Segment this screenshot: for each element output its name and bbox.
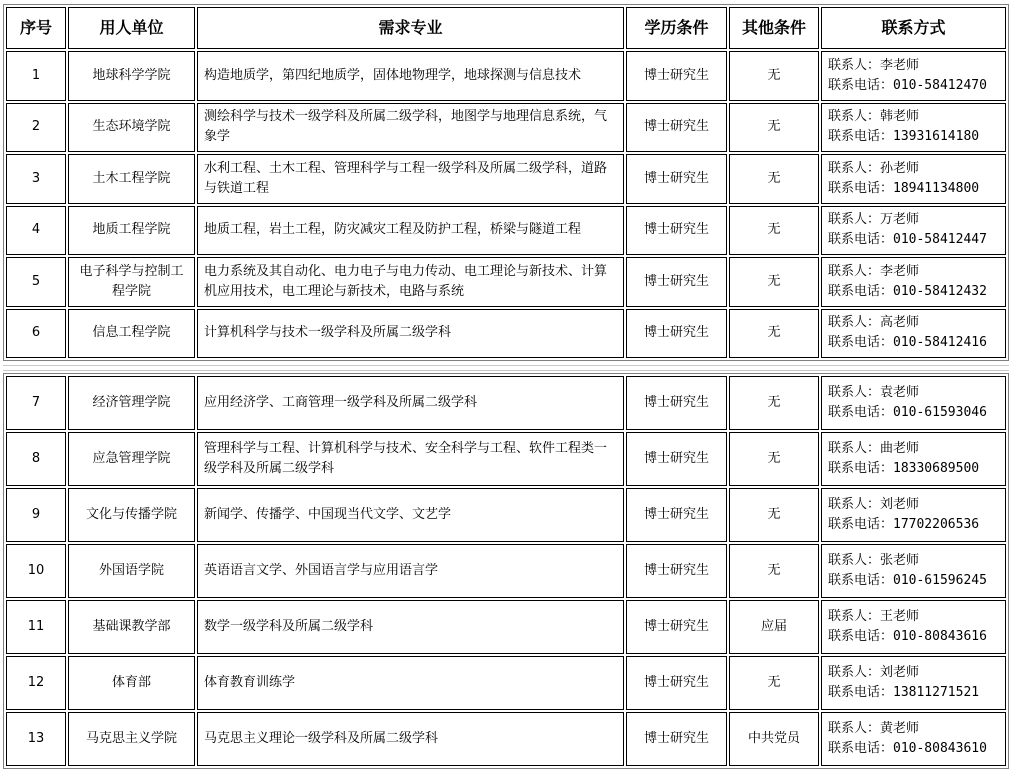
cell-major: 马克思主义理论一级学科及所属二级学科 [197, 712, 624, 766]
cell-unit: 地质工程学院 [68, 206, 195, 255]
contact-person: 联系人：孙老师 [828, 160, 920, 176]
table-divider [3, 365, 1009, 371]
cell-contact [821, 51, 1006, 100]
cell-contact [821, 544, 1006, 598]
table-row [6, 600, 1006, 654]
cell-other: 中共党员 [729, 712, 819, 766]
cell-education: 博士研究生 [626, 206, 727, 255]
cell-unit: 经济管理学院 [68, 376, 195, 430]
cell-contact [821, 488, 1006, 542]
header-education: 学历条件 [626, 7, 727, 49]
header-other: 其他条件 [729, 7, 819, 49]
contact-person: 联系人：王老师 [828, 609, 920, 624]
cell-major: 数学一级学科及所属二级学科 [197, 600, 624, 654]
cell-other: 无 [729, 154, 819, 203]
cell-contact [821, 656, 1006, 710]
table-row [6, 376, 1006, 430]
cell-major: 电力系统及其自动化、电力电子与电力传动、电工理论与新技术、计算机应用技术，电工理论与新技术，电路与系统 [197, 257, 624, 306]
cell-index: 1 [6, 51, 66, 100]
cell-education: 博士研究生 [626, 712, 727, 766]
cell-education: 博士研究生 [626, 544, 727, 598]
cell-unit: 基础课教学部 [68, 600, 195, 654]
contact-phone: 联系电话：17702206536 [828, 517, 980, 532]
header-contact: 联系方式 [821, 7, 1006, 49]
cell-index: 4 [6, 206, 66, 255]
cell-education: 博士研究生 [626, 51, 727, 100]
table-row [6, 432, 1006, 486]
contact-phone: 联系电话：18941134800 [828, 180, 980, 196]
cell-index: 7 [6, 376, 66, 430]
cell-education: 博士研究生 [626, 656, 727, 710]
cell-major: 英语语言文学、外国语言学与应用语言学 [197, 544, 624, 598]
cell-unit: 文化与传播学院 [68, 488, 195, 542]
recruitment-table-part-1 [3, 4, 1009, 361]
contact-phone: 联系电话：010-58412432 [828, 283, 987, 299]
table-row [6, 309, 1006, 359]
contact-phone: 联系电话：010-61596245 [828, 573, 987, 588]
cell-other: 无 [729, 488, 819, 542]
cell-major: 测绘科学与技术一级学科及所属二级学科，地图学与地理信息系统，气象学 [197, 103, 624, 152]
table-row [6, 712, 1006, 766]
cell-other: 无 [729, 656, 819, 710]
contact-person: 联系人：张老师 [828, 553, 920, 568]
contact-person: 联系人：刘老师 [828, 497, 920, 512]
cell-index: 12 [6, 656, 66, 710]
cell-education: 博士研究生 [626, 488, 727, 542]
cell-contact [821, 309, 1006, 359]
cell-education: 博士研究生 [626, 432, 727, 486]
cell-major: 应用经济学、工商管理一级学科及所属二级学科 [197, 376, 624, 430]
cell-education: 博士研究生 [626, 103, 727, 152]
table-row [6, 544, 1006, 598]
cell-major: 地质工程，岩土工程，防灾减灾工程及防护工程，桥梁与隧道工程 [197, 206, 624, 255]
cell-other: 应届 [729, 600, 819, 654]
cell-education: 博士研究生 [626, 600, 727, 654]
cell-other: 无 [729, 309, 819, 359]
cell-index: 10 [6, 544, 66, 598]
header-unit: 用人单位 [68, 7, 195, 49]
cell-contact [821, 154, 1006, 203]
contact-phone: 联系电话：010-58412416 [828, 335, 987, 351]
contact-phone: 联系电话：010-58412447 [828, 232, 987, 248]
cell-other: 无 [729, 257, 819, 306]
cell-contact [821, 432, 1006, 486]
contact-phone: 联系电话：18330689500 [828, 461, 980, 476]
contact-person: 联系人：曲老师 [828, 441, 920, 456]
cell-other: 无 [729, 376, 819, 430]
cell-unit: 马克思主义学院 [68, 712, 195, 766]
cell-other: 无 [729, 206, 819, 255]
contact-phone: 联系电话：010-61593046 [828, 405, 987, 420]
contact-person: 联系人：李老师 [828, 263, 920, 279]
cell-other: 无 [729, 103, 819, 152]
contact-person: 联系人：刘老师 [828, 665, 920, 680]
cell-unit: 外国语学院 [68, 544, 195, 598]
contact-person: 联系人：高老师 [828, 315, 920, 331]
cell-major: 构造地质学，第四纪地质学，固体地物理学，地球探测与信息技术 [197, 51, 624, 100]
cell-education: 博士研究生 [626, 257, 727, 306]
table-row [6, 488, 1006, 542]
contact-person: 联系人：黄老师 [828, 721, 920, 736]
cell-index: 11 [6, 600, 66, 654]
cell-contact [821, 712, 1006, 766]
cell-unit: 信息工程学院 [68, 309, 195, 359]
recruitment-table-part-2 [3, 373, 1009, 769]
contact-phone: 联系电话：010-80843610 [828, 741, 987, 756]
table-row [6, 103, 1006, 152]
cell-index: 5 [6, 257, 66, 306]
cell-contact [821, 600, 1006, 654]
cell-index: 8 [6, 432, 66, 486]
cell-other: 无 [729, 432, 819, 486]
cell-index: 3 [6, 154, 66, 203]
cell-major: 新闻学、传播学、中国现当代文学、文艺学 [197, 488, 624, 542]
contact-phone: 联系电话：13931614180 [828, 129, 980, 145]
contact-person: 联系人：袁老师 [828, 385, 920, 400]
cell-index: 2 [6, 103, 66, 152]
cell-education: 博士研究生 [626, 376, 727, 430]
cell-index: 13 [6, 712, 66, 766]
cell-contact [821, 206, 1006, 255]
cell-education: 博士研究生 [626, 154, 727, 203]
cell-other: 无 [729, 544, 819, 598]
cell-unit: 电子科学与控制工程学院 [68, 257, 195, 306]
cell-other: 无 [729, 51, 819, 100]
cell-index: 9 [6, 488, 66, 542]
table-row [6, 51, 1006, 100]
contact-phone: 联系电话：010-58412470 [828, 77, 987, 93]
cell-contact [821, 257, 1006, 306]
cell-unit: 土木工程学院 [68, 154, 195, 203]
cell-major: 体育教育训练学 [197, 656, 624, 710]
contact-phone: 联系电话：010-80843616 [828, 629, 987, 644]
cell-major: 水利工程、土木工程、管理科学与工程一级学科及所属二级学科，道路与铁道工程 [197, 154, 624, 203]
contact-person: 联系人：李老师 [828, 57, 920, 73]
header-major: 需求专业 [197, 7, 624, 49]
cell-major: 管理科学与工程、计算机科学与技术、安全科学与工程、软件工程类一级学科及所属二级学科 [197, 432, 624, 486]
cell-education: 博士研究生 [626, 309, 727, 359]
cell-unit: 体育部 [68, 656, 195, 710]
table-header-row [6, 7, 1006, 49]
cell-contact [821, 376, 1006, 430]
table-row [6, 154, 1006, 203]
cell-unit: 生态环境学院 [68, 103, 195, 152]
cell-unit: 地球科学学院 [68, 51, 195, 100]
contact-phone: 联系电话：13811271521 [828, 685, 980, 700]
table-row [6, 206, 1006, 255]
table-row [6, 656, 1006, 710]
contact-person: 联系人：万老师 [828, 212, 920, 228]
cell-contact [821, 103, 1006, 152]
cell-major: 计算机科学与技术一级学科及所属二级学科 [197, 309, 624, 359]
cell-index: 6 [6, 309, 66, 359]
table-row [6, 257, 1006, 306]
contact-person: 联系人：韩老师 [828, 109, 920, 125]
header-index: 序号 [6, 7, 66, 49]
cell-unit: 应急管理学院 [68, 432, 195, 486]
